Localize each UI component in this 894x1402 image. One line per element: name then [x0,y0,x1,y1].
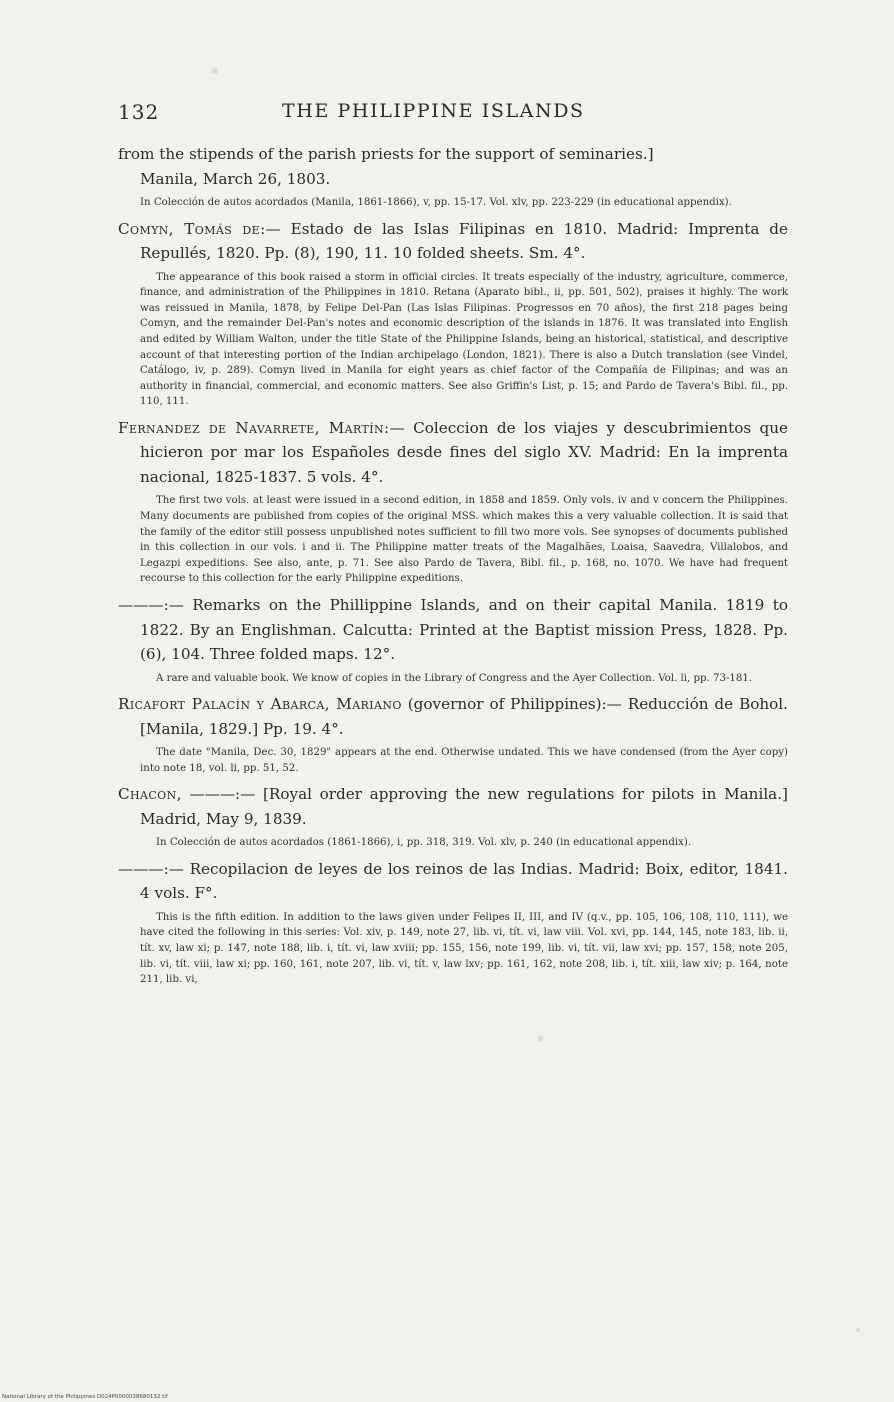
entry-text: (governor of Philippines):— Reducción de Bohol. [Manila, 1829.] Pp. 19. 4°. [140,695,788,738]
entry-continuation-line: from the stipends of the parish priests for the support of seminaries.] [118,145,654,163]
entry-text: — Recopilacion de leyes de los reinos de las Indias. Madrid: Boix, editor, 1841. 4 vols. F°. [140,859,788,903]
entry-text: — Remarks on the Phillippine Islands, and on their capital Manila. 1819 to 1822. By an Englishman. Calcutta: Printed at the Baptist mission Press, 1828. Pp. (6), 104. Three folded maps. 12°. [140,596,788,663]
paper-blemish [856,1328,860,1332]
entry-note: The date "Manila, Dec. 30, 1829" appears at the end. Otherwise undated. This we have condensed (from the Ayer copy) into note 18, vol. li, pp. 51, 52. [140,747,788,774]
page-title: THE PHILIPPINE ISLANDS [282,100,585,122]
entry-note: In Colección de autos acordados (1861-1866), i, pp. 318, 319. Vol. xlv, p. 240 (in educational appendix). [156,837,692,849]
entry-author: Fernandez de Navarrete, Martín: [118,418,390,437]
paper-blemish [212,68,218,74]
entry-author: Chacon, [118,785,182,804]
paper-blemish [538,1035,543,1042]
bibliography-entry [118,217,788,266]
bibliography-entry [118,593,788,667]
entry-note: In Colección de autos acordados (Manila, 1861-1866), v, pp. 15-17. Vol. xlv, pp. 223-229 (in educational appendix). [140,197,732,208]
bibliography-entry [118,782,788,831]
bibliography-entry [118,692,788,741]
entry-text: — Estado de las Islas Filipinas en 1810. Madrid: Imprenta de Repullés, 1820. Pp. (8), 190, 11. 10 folded sheets. Sm. 4°. [140,219,789,263]
entry-author: ———: [118,859,169,878]
bibliography-entry [118,416,788,490]
entry-author: ———: [118,596,169,614]
entry-author: Comyn, Tomás de: [118,219,266,238]
bibliography-text [118,142,788,994]
entry-note: The first two vols. at least were issued in a second edition, in 1858 and 1859. Only vols. iv and v concern the Philippines. Many documents are published from copies of the original MSS. which makes this a very valuable collection. It is said that the family of the editor still possess unpublished notes sufficient to fill two more vols. See synopses of documents published in this collection in our vols. i and ii. The Philippine matter treats of the Magalhães, Loaisa, Saavedra, Villalobos, and Legazpi expeditions. See also, ante, p. 71. See also Pardo de Tavera, Bibl. fil., p. 168, no. 1070. We have had frequent recourse to this collection for the early Philippine expeditions. [140,495,788,585]
entry-text: ———:— [Royal order approving the new regulations for pilots in Manila.] Madrid, May 9, 1839. [140,785,788,828]
scan-credit: National Library of the Philippines D024P0000038680132.tif [2,1394,168,1400]
running-head [118,100,758,130]
entry-note: The appearance of this book raised a storm in official circles. It treats especially of the industry, agriculture, commerce, finance, and administration of the Philippines in 1810. Retana (Aparato bibl., ii, pp. 501, 502), praises it highly. The work was reissued in Manila, 1878, by Felipe Del-Pan (Las Islas Filipinas. Progressos en 70 años), the first 218 pages being Comyn, and the remainder Del-Pan's notes and economic description of the islands in 1876. It was translated into English and edited by William Walton, under the title State of the Philippine Islands, being an historical, statistical, and descriptive account of that interesting portion of the Indian archipelago (London, 1821). There is also a Dutch translation (see Vindel, Catálogo, iv, p. 289). Comyn lived in Manila for eight years as chief factor of the Compañía de Filipinas; and was an authority in financial, commercial, and economic matters. See also Griffin's List, p. 15; and Pardo de Tavera's Bibl. fil., pp. 110, 111. [140,271,788,408]
page-number: 132 [118,100,160,124]
bibliography-entry [118,857,788,906]
entry-note: A rare and valuable book. We know of copies in the Library of Congress and the Ayer Collection. Vol. li, pp. 73-181. [156,672,753,684]
entry-note: This is the fifth edition. In addition to the laws given under Felipes II, III, and IV (q.v., pp. 105, 106, 108, 110, 111), we have cited the following in this series: Vol. xiv, p. 149, note 27, lib. vi, tít. vi, law viii. Vol. xvi, pp. 144, 145, note 183, lib. ii, tít. xv, law xi; p. 147, note 188, lib. i, tít. vi, law xviii; pp. 155, 156, note 199, lib. vi, tít. vii, law xvi; pp. 157, 158, note 205, lib. vi, tít. viii, law xi; pp. 160, 161, note 207, lib. vi, tít. v, law lxv; pp. 161, 162, note 208, lib. i, tít. xiii, law xiv; p. 164, note 211, lib. vi, [140,911,788,986]
entry-text: — Coleccion de los viajes y descubrimientos que hicieron por mar los Españoles desde fines del siglo XV. Madrid: En la imprenta nacional, 1825-1837. 5 vols. 4°. [140,418,788,486]
entry-continuation-date: Manila, March 26, 1803. [140,169,331,188]
entry-author: Ricafort Palacín y Abarca, Mariano [118,695,402,714]
